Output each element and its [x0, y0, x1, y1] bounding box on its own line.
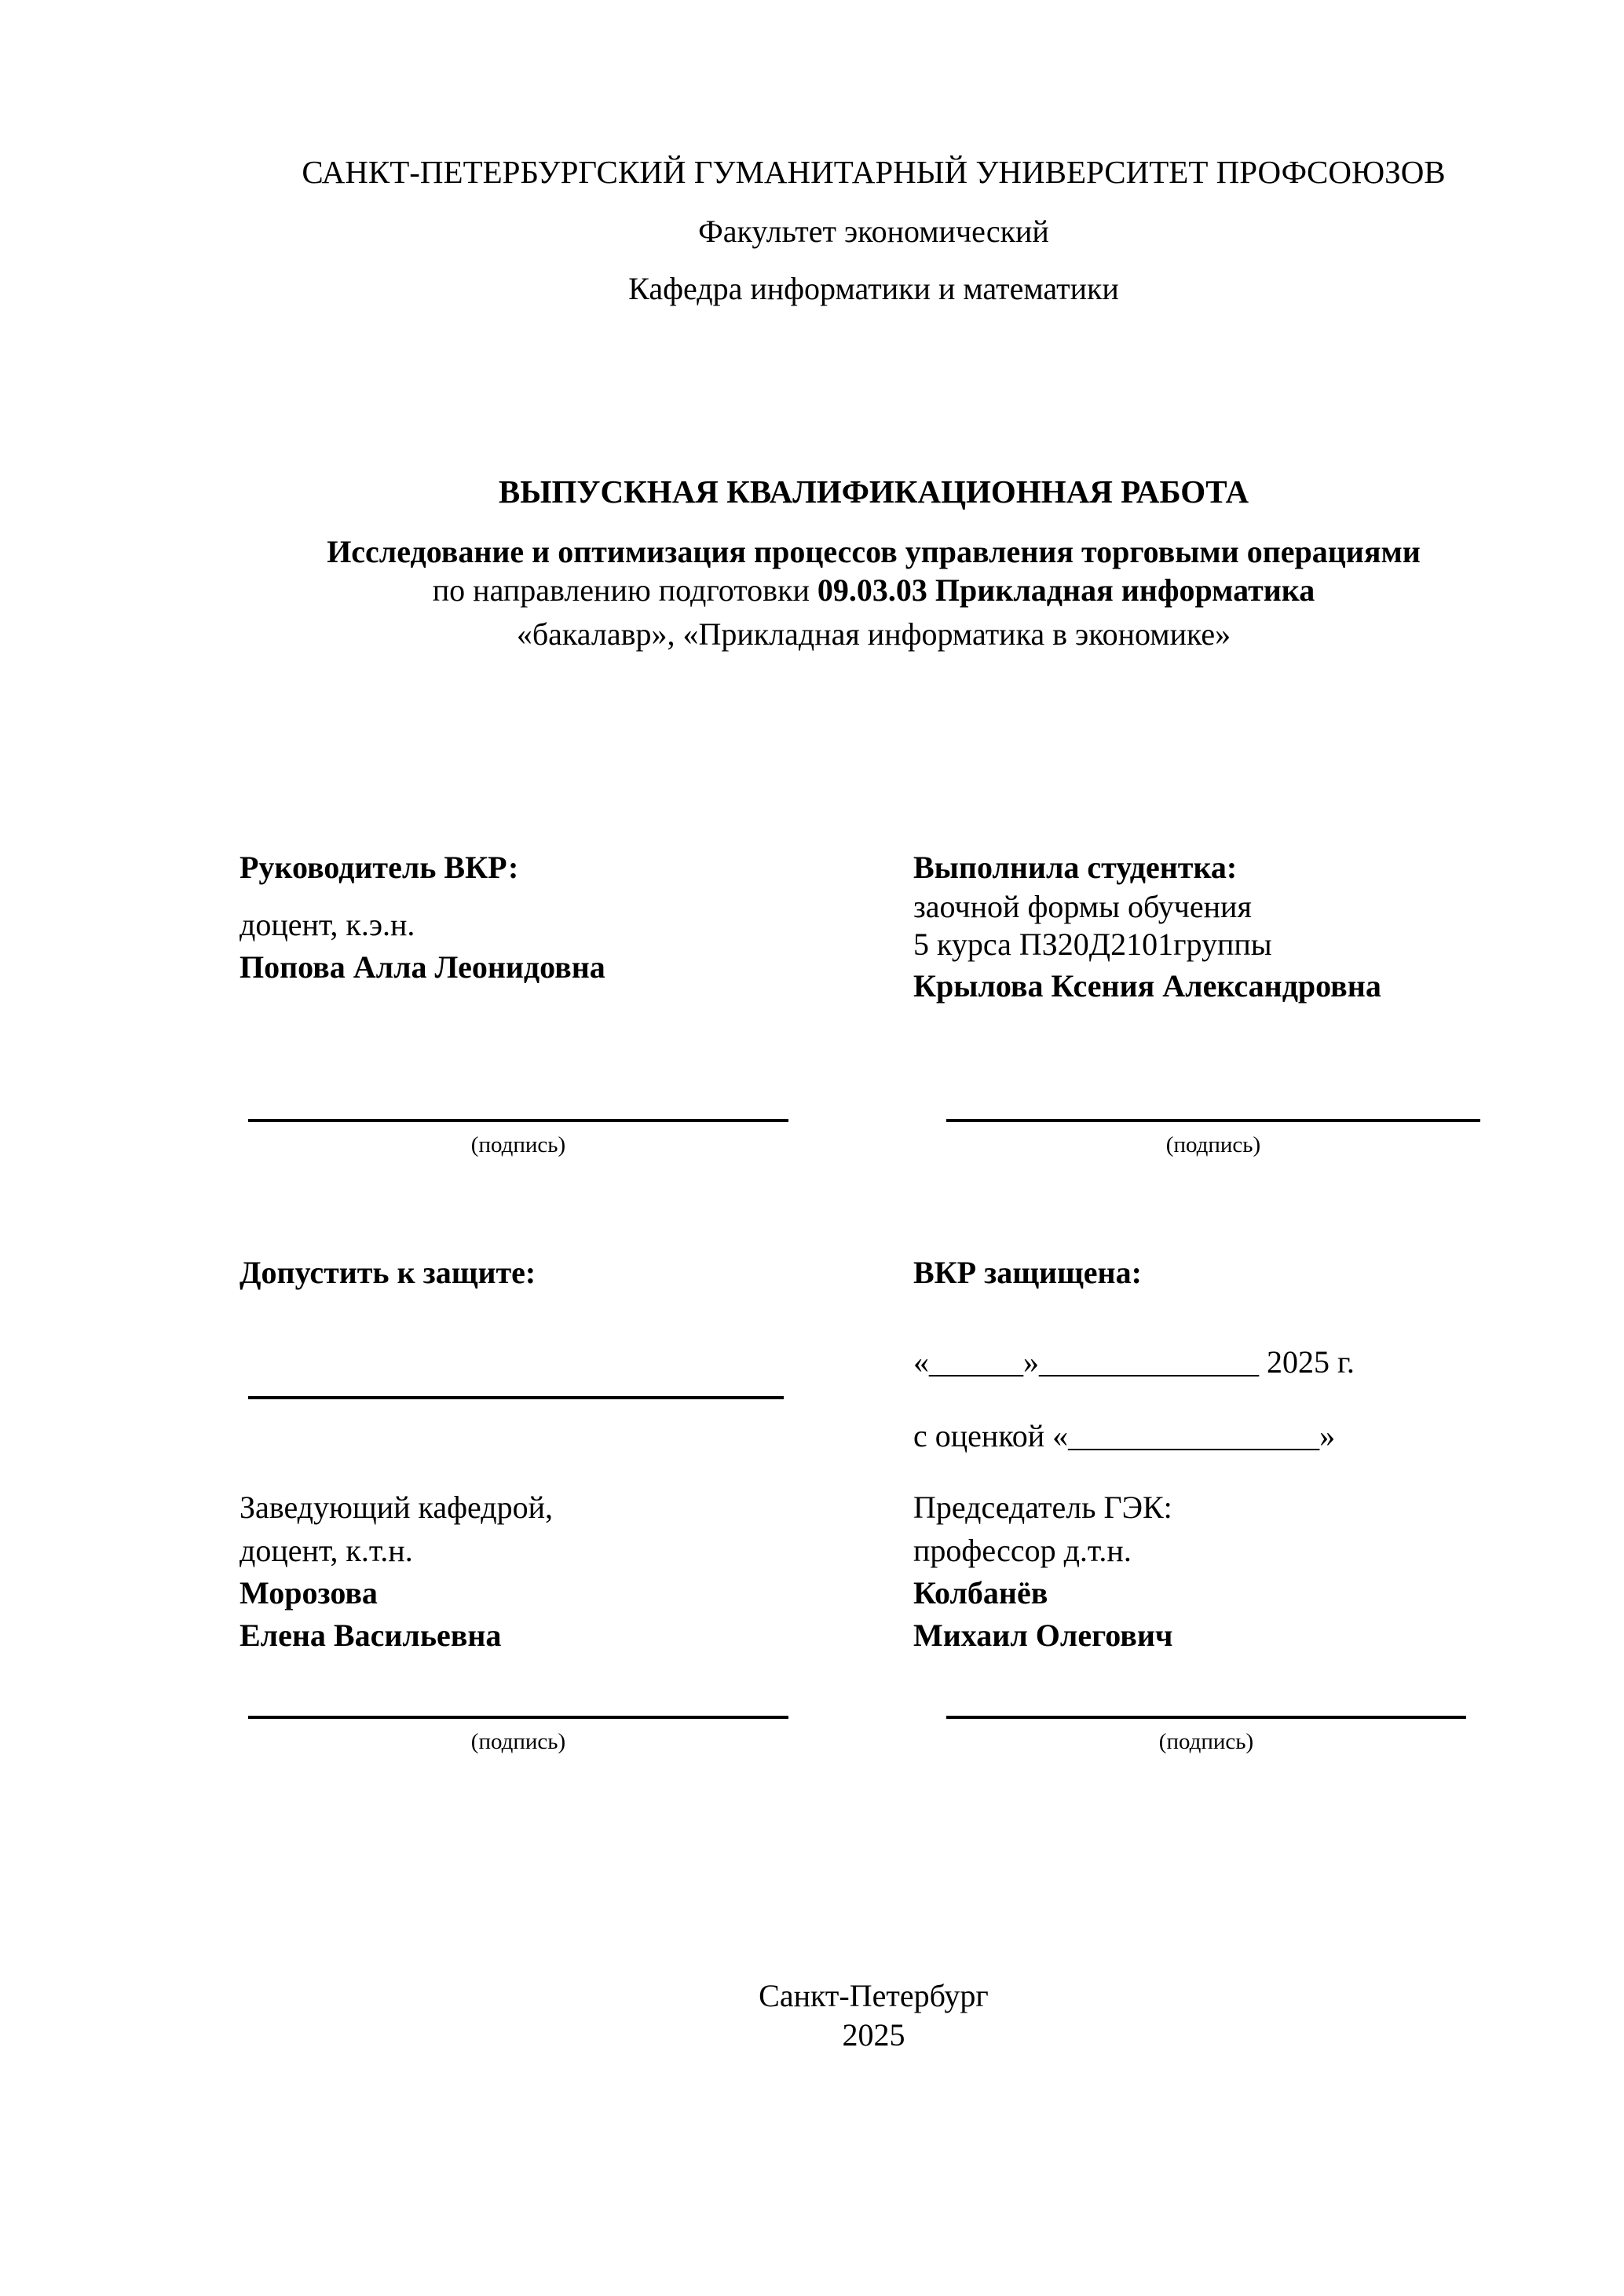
supervisor-signature-line — [248, 1119, 788, 1122]
supervisor-label: Руководитель ВКР: — [240, 850, 519, 885]
defense-date-line: «______»______________ 2025 г. — [913, 1344, 1355, 1380]
defense-label: ВКР защищена: — [913, 1255, 1142, 1290]
defense-grade-line: с оценкой «________________» — [913, 1418, 1336, 1453]
supervisor-name: Попова Алла Леонидовна — [240, 949, 605, 985]
head-of-department-name: Елена Васильевна — [240, 1618, 502, 1653]
gek-chair-signature-caption: (подпись) — [1158, 1729, 1254, 1754]
footer-year: 2025 — [842, 2017, 905, 2053]
degree-line: «бакалавр», «Прикладная информатика в экономике» — [516, 616, 1231, 652]
gek-chair-signature-line — [946, 1716, 1466, 1719]
gek-chair-surname: Колбанёв — [913, 1575, 1048, 1610]
supervisor-position: доцент, к.э.н. — [240, 907, 415, 942]
department-name: Кафедра информатики и математики — [628, 271, 1119, 306]
student-group: 5 курса ПЗ20Д2101группы — [913, 927, 1272, 962]
student-signature-line — [946, 1119, 1480, 1122]
head-of-department-signature-caption: (подпись) — [470, 1729, 566, 1754]
faculty-name: Факультет экономический — [698, 214, 1049, 249]
student-label: Выполнила студентка: — [913, 850, 1238, 885]
direction-prefix: по направлению подготовки — [432, 572, 817, 608]
gek-chair-role: Председатель ГЭК: — [913, 1490, 1172, 1525]
head-of-department-signature-line — [248, 1716, 788, 1719]
gek-chair-position: профессор д.т.н. — [913, 1533, 1132, 1568]
work-type-heading: ВЫПУСКНАЯ КВАЛИФИКАЦИОННАЯ РАБОТА — [498, 473, 1249, 510]
head-of-department-role: Заведующий кафедрой, — [240, 1490, 554, 1525]
student-signature-caption: (подпись) — [1165, 1132, 1261, 1157]
student-name: Крылова Ксения Александровна — [913, 968, 1381, 1004]
admission-label: Допустить к защите: — [240, 1255, 536, 1290]
gek-chair-name: Михаил Олегович — [913, 1618, 1173, 1653]
direction-code: 09.03.03 Прикладная информатика — [817, 572, 1315, 608]
student-study-form: заочной формы обучения — [913, 889, 1252, 924]
supervisor-signature-caption: (подпись) — [470, 1132, 566, 1157]
head-of-department-surname: Морозова — [240, 1575, 378, 1610]
head-of-department-position: доцент, к.т.н. — [240, 1533, 413, 1568]
admission-signature-line — [248, 1396, 784, 1399]
thesis-title: Исследование и оптимизация процессов управления торговыми операциями — [327, 534, 1421, 569]
footer-city: Санкт-Петербург — [759, 1978, 989, 2013]
university-name: САНКТ-ПЕТЕРБУРГСКИЙ ГУМАНИТАРНЫЙ УНИВЕРСИТЕТ ПРОФСОЮЗОВ — [302, 154, 1446, 190]
direction-line — [240, 572, 1508, 609]
